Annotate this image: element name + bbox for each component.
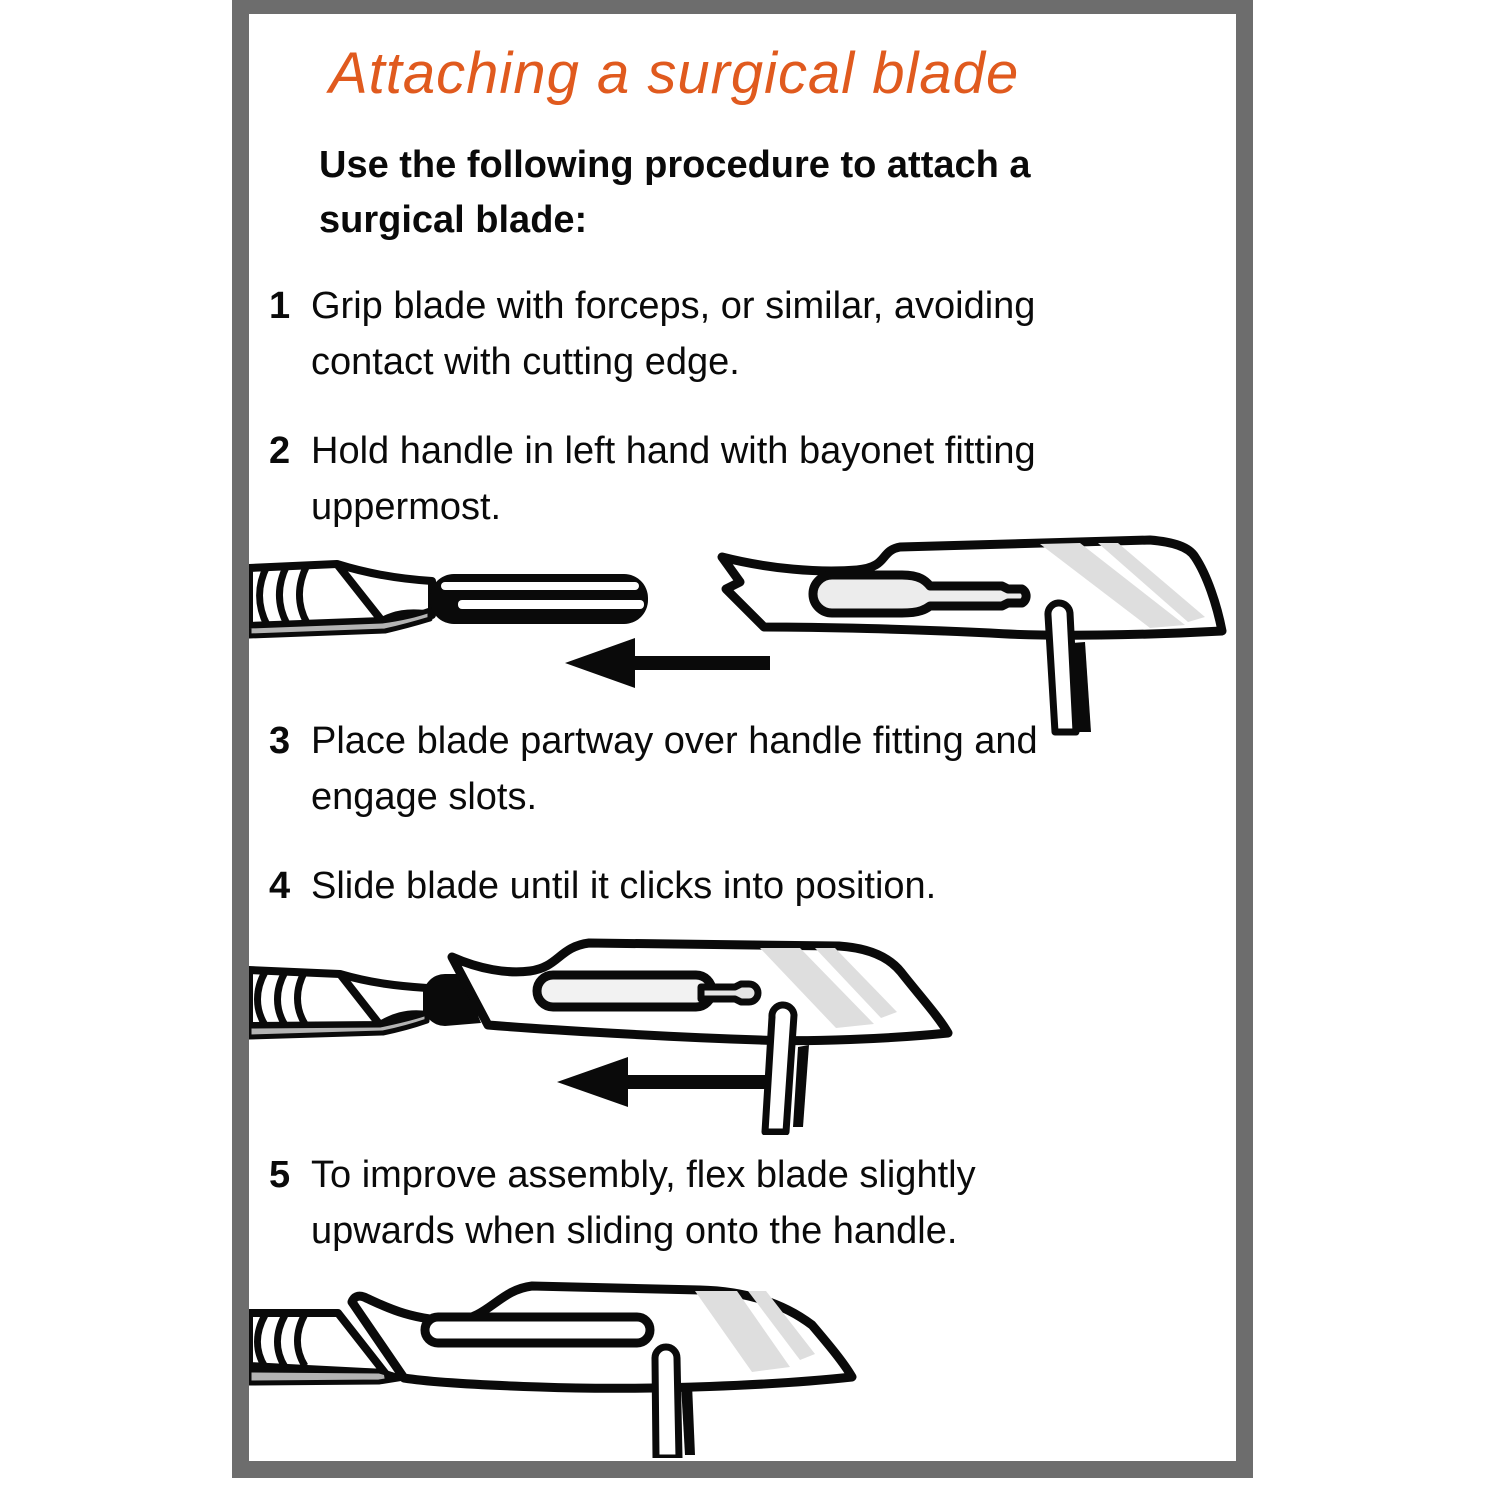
step-number: 4 xyxy=(269,865,291,907)
step-line: contact with cutting edge. xyxy=(311,341,740,383)
intro-text: Use the following procedure to xyxy=(319,144,887,186)
scalpel-handle xyxy=(249,564,648,636)
figure-blade-fully-attached xyxy=(249,1275,1236,1458)
step-line: Place blade partway over handle fitting and xyxy=(311,720,1038,762)
step-number: 2 xyxy=(269,430,291,472)
blade-keyhole-slot xyxy=(537,975,712,1007)
step-text xyxy=(311,423,1036,535)
handle-underside xyxy=(249,1370,404,1383)
step-line: upwards when sliding onto the handle. xyxy=(311,1210,958,1252)
figure-blade-partway-on-handle xyxy=(249,927,1236,1135)
step-text xyxy=(311,278,1035,390)
step-line: Slide blade until it clicks into position. xyxy=(311,865,937,907)
step-line: uppermost. xyxy=(311,486,502,528)
surgical-blade xyxy=(722,540,1222,635)
scalpel-handle xyxy=(249,970,481,1037)
step-line: Grip blade with forceps, or similar, avoiding xyxy=(311,285,1036,327)
step-line: Hold handle in left hand with bayonet fitting xyxy=(311,430,1036,472)
step-5 xyxy=(269,1147,976,1259)
step-line: engage slots. xyxy=(311,776,538,818)
step-2 xyxy=(269,423,1036,535)
left-arrow-icon xyxy=(565,638,770,688)
step-text xyxy=(311,858,936,914)
step-number: 1 xyxy=(269,285,291,327)
step-line: To improve assembly, flex blade slightly xyxy=(311,1154,976,1196)
intro-line-1 xyxy=(319,138,1031,193)
left-arrow-icon xyxy=(557,1057,765,1107)
intro-paragraph xyxy=(319,138,1031,248)
intro-text-tail: a xyxy=(998,144,1031,186)
page-title: Attaching a surgical blade xyxy=(329,41,1020,106)
fitting-nose xyxy=(701,984,758,1002)
surgical-blade xyxy=(452,943,948,1041)
step-number: 5 xyxy=(269,1154,291,1196)
step-1 xyxy=(269,278,1035,390)
bayonet-fitting xyxy=(430,574,648,624)
step-text xyxy=(311,1147,976,1259)
blade-slot xyxy=(425,1317,650,1343)
intro-emphasis: attach xyxy=(886,144,999,186)
surgical-blade xyxy=(352,1286,852,1388)
fitting-notch xyxy=(463,1005,478,1017)
intro-line-2: surgical blade: xyxy=(319,199,588,241)
step-text xyxy=(311,713,1038,825)
page-frame xyxy=(232,0,1253,1478)
step-number: 3 xyxy=(269,720,291,762)
step-3 xyxy=(269,713,1038,825)
figure-blade-and-handle-separated xyxy=(249,525,1236,740)
page-content xyxy=(249,14,1236,1461)
step-4 xyxy=(269,858,936,914)
